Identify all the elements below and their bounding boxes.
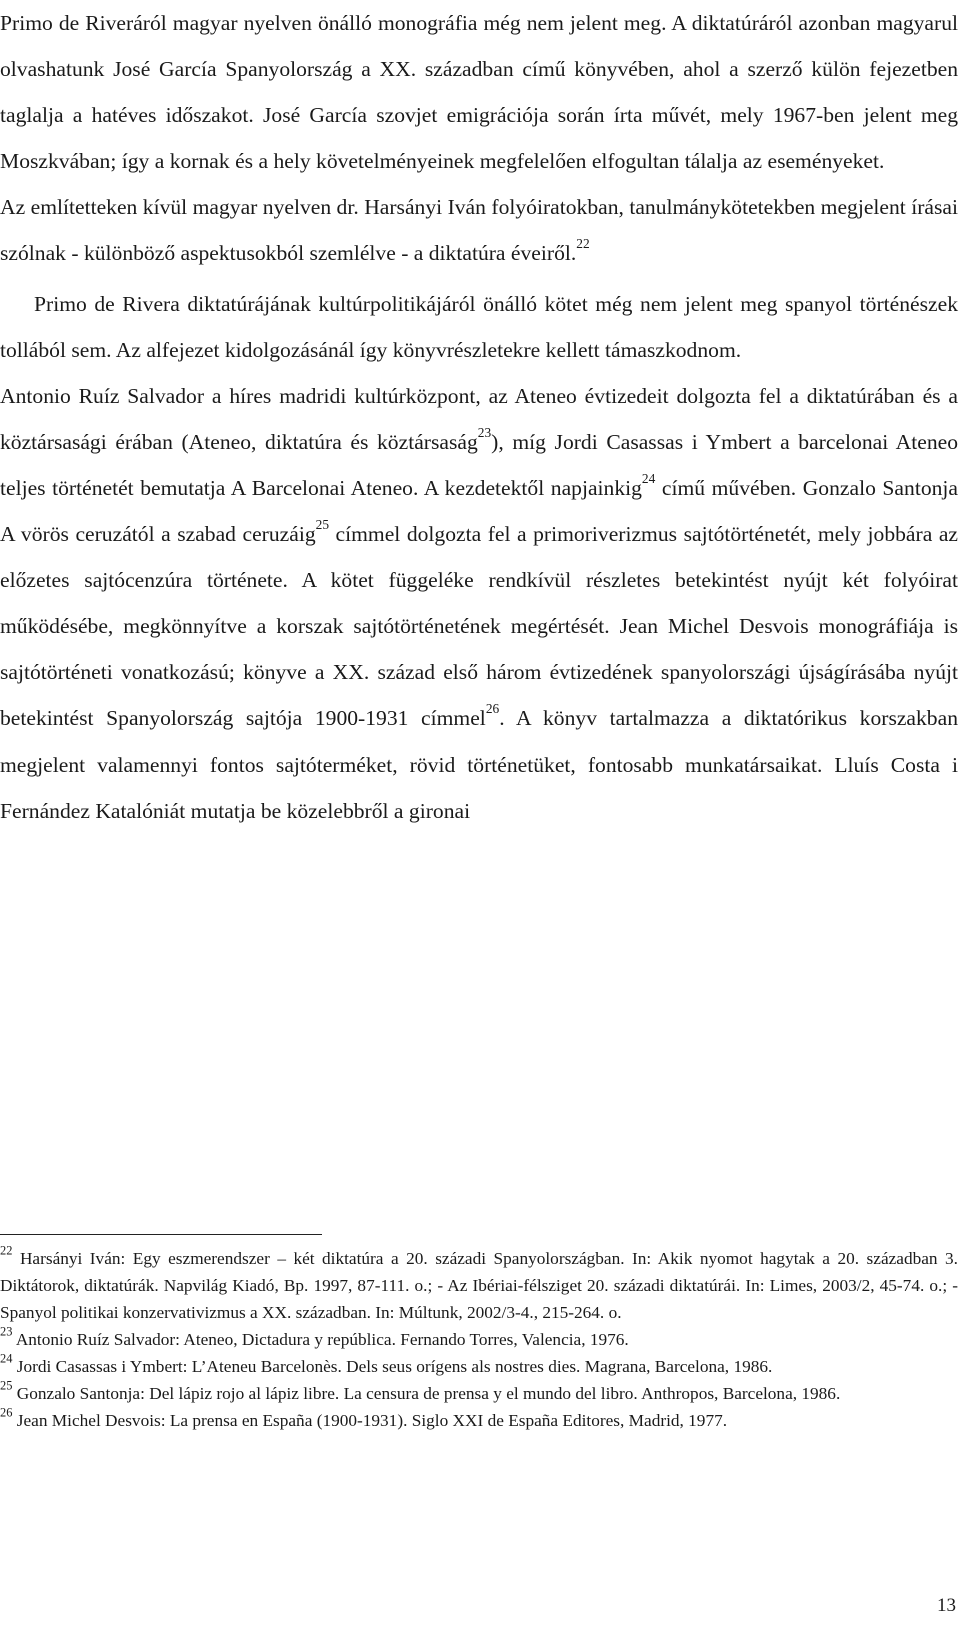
footnote-text: Antonio Ruíz Salvador: Ateneo, Dictadura y república. Fernando Torres, Valencia, 1976. [15,1330,629,1349]
paragraph-text: . A könyv tartalmazza a diktatórikus korszakban megjelent valamennyi fontos sajtóterméket, rövid történetüket, fontosabb munkatársaikat. Lluís Costa i Fernández Katalóniát mutatja be közelebbről a gironai [0,706,958,823]
footnote-separator [0,1234,322,1235]
footnote [0,1245,958,1326]
footnote-number: 24 [0,1351,13,1366]
footnote-text: Gonzalo Santonja: Del lápiz rojo al lápiz libre. La censura de prensa y el mundo del libro. Anthropos, Barcelona, 1986. [16,1384,841,1403]
footnote [0,1380,958,1407]
paragraph [0,0,958,184]
paragraph-text: Antonio Ruíz Salvador a híres madridi kultúrközpont, az Ateneo évtizedeit dolgozta fel a diktatúrában és a köztársasági érában (Ateneo, diktatúra és köztársaság [0,383,958,454]
footnote-reference: 22 [576,236,590,252]
footnote-number: 26 [0,1405,13,1420]
footnote [0,1407,958,1434]
footnote [0,1353,958,1380]
footnote-text: Jean Michel Desvois: La prensa en España (1900-1931). Siglo XXI de España Editores, Madrid, 1977. [16,1411,728,1430]
footnote-reference: 23 [477,424,492,440]
footnote-reference: 26 [485,701,500,717]
footnote-reference: 25 [315,516,329,532]
paragraph-text: ), míg Jordi Casassas i Ymbert a barcelonai Ateneo teljes történetét bemutatja A Barcelonai Ateneo. A kezdetektől napjainkig [0,429,958,500]
paragraph-text: Primo de Rivera diktatúrájának kultúrpolitikájáról önálló kötet még nem jelent meg spanyol történészek tollából sem. Az alfejezet kidolgozásánál így könyvrészletekre kellett támaszkodnom. [0,291,958,362]
paragraph [0,184,958,276]
paragraph-text: címmel dolgozta fel a primoriverizmus sajtótörténetét, mely jobbára az előzetes sajtócenzúra története. A kötet függeléke rendkívül részletes betekintést nyújt két folyóirat működésébe, megkönnyítve a korszak sajtótörténetének megértését. Jean Michel Desvois monográfiája is sajtótörténeti vonatkozású; könyve a XX. század első három évtizedének spanyolországi újságírásába nyújt betekintést Spanyolország sajtója 1900-1931 címmel [0,522,958,731]
paragraph-text: Primo de Riveráról magyar nyelven önálló monográfia még nem jelent meg. A diktatúráról azonban magyarul olvashatunk José García Spanyolország a XX. században című könyvében, ahol a szerző külön fejezetben taglalja a hatéves időszakot. José García szovjet emigrációja során írta művét, mely 1967-ben jelent meg Moszkvában; így a kornak és a hely követelményeinek megfelelően elfogultan tálalja az eseményeket. [0,11,958,174]
paragraph [0,281,958,373]
footnote-text: Harsányi Iván: Egy eszmerendszer – két diktatúra a 20. századi Spanyolországban. In: Akik nyomot hagytak a 20. században 3. Diktátorok, diktatúrák. Napvilág Kiadó, Bp. 1997, 87-111. o.; - Az Ibériai-félsziget 20. századi diktatúrái. In: Limes, 2003/2, 45-74. o.; - Spanyol politikai konzervativizmus a XX. században. In: Múltunk, 2002/3-4., 215-264. o. [0,1249,958,1322]
footnote-text: Jordi Casassas i Ymbert: L’Ateneu Barcelonès. Dels seus orígens als nostres dies. Magrana, Barcelona, 1986. [16,1357,773,1376]
footnote-number: 22 [0,1243,13,1258]
footnote-reference: 24 [641,470,656,486]
paragraph-text: című művében. Gonzalo Santonja A vörös ceruzától a szabad ceruzáig [0,475,958,547]
paragraph-text: Az említetteken kívül magyar nyelven dr. Harsányi Iván folyóiratokban, tanulmánykötetekben megjelent írásai szólnak - különböző aspektusokból szemlélve - a diktatúra éveiről. [0,195,958,266]
footnote-number: 25 [0,1378,13,1393]
footnote-number: 23 [0,1324,13,1339]
footnote [0,1326,958,1353]
paragraph [0,373,958,834]
footnotes [0,1245,958,1434]
page-number: 13 [937,1595,956,1616]
